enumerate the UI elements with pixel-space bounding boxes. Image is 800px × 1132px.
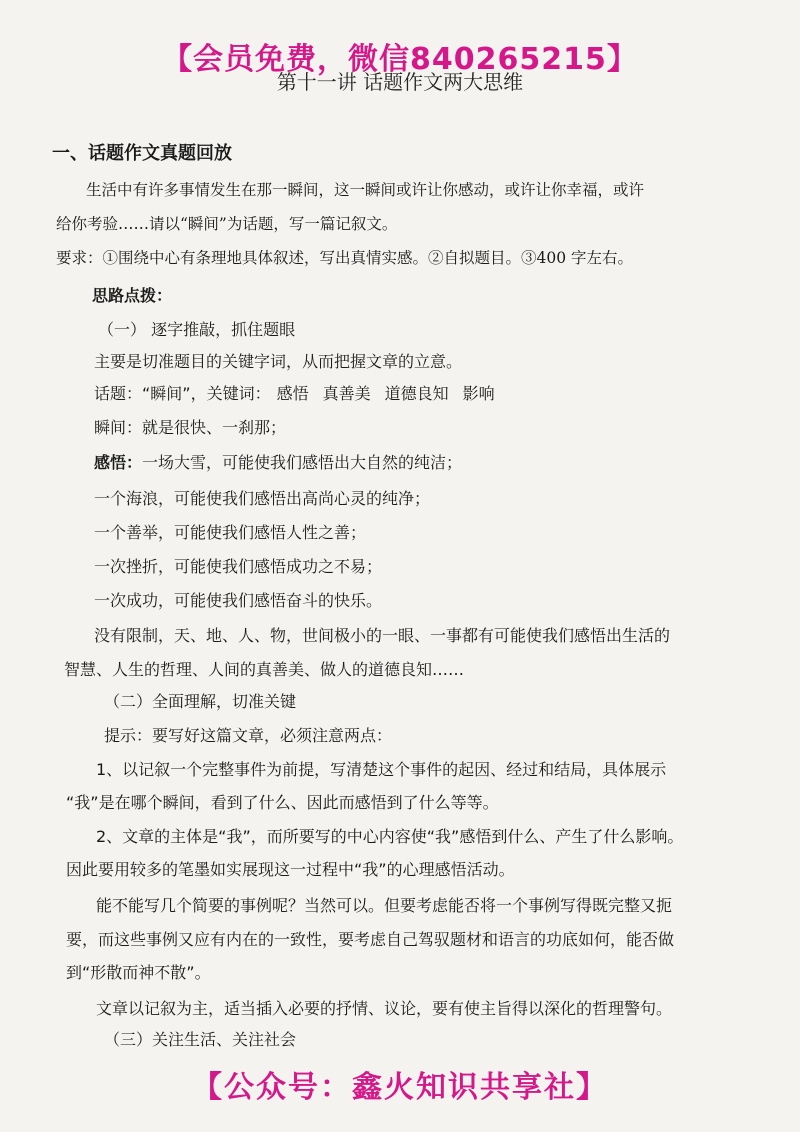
keyword-list — [271, 384, 495, 403]
insight-item: 一个善举，可能使我们感悟人性之善； — [94, 523, 367, 542]
topic-label: 话题：“瞬间”，关键词： — [94, 384, 271, 403]
part1-heading: （一） 逐字推敲，抓住题眼 — [98, 320, 296, 339]
part3-heading: （三）关注生活、关注社会 — [104, 1030, 297, 1049]
insight-item: 一场大雪，可能使我们感悟出大自然的纯洁； — [142, 453, 463, 472]
insight-item: 一次挫折，可能使我们感悟成功之不易； — [94, 557, 383, 576]
prompt-requirement: 要求：①围绕中心有条理地具体叙述，写出真情实感。②自拟题目。③400 字左右。 — [56, 249, 634, 267]
bottom-watermark-banner: 【公众号：鑫火知识共享社】 — [192, 1070, 608, 1105]
prompt-line-1: 生活中有许多事情发生在那一瞬间，这一瞬间或许让你感动，或许让你幸福，或许 — [86, 181, 645, 199]
insight-line-1 — [94, 453, 462, 473]
keyword: 真善美 — [322, 384, 371, 403]
part1-intro: 主要是切准题目的关键字词，从而把握文章的立意。 — [94, 352, 463, 371]
insight-label: 感悟： — [94, 453, 143, 472]
tip-line: 提示：要写好这篇文章，必须注意两点： — [104, 726, 393, 745]
para4-line: 文章以记叙为主，适当插入必要的抒情、议论，要有使主旨得以深化的哲理警句。 — [96, 999, 673, 1018]
keyword: 道德良知 — [384, 384, 449, 403]
para3-line-3: 到“形散而神不散”。 — [66, 963, 211, 982]
para3-line-1: 能不能写几个简要的事例呢？当然可以。但要考虑能否将一个事例写得既完整又扼 — [96, 896, 673, 915]
point2-line-1: 2、文章的主体是“我”，而所要写的中心内容使“我”感悟到什么、产生了什么影响。 — [96, 827, 684, 846]
topic-keywords-line — [94, 384, 495, 404]
thinking-heading: 思路点拨： — [92, 286, 173, 305]
insight-item: 一个海浪，可能使我们感悟出高尚心灵的纯净； — [94, 489, 431, 508]
section-heading: 一、话题作文真题回放 — [52, 143, 232, 164]
insight-item: 一次成功，可能使我们感悟奋斗的快乐。 — [94, 591, 383, 610]
point2-line-2: 因此要用较多的笔墨如实展现这一过程中“我”的心理感悟活动。 — [66, 860, 515, 879]
instant-definition: 瞬间：就是很快、一刹那； — [94, 418, 287, 437]
prompt-line-2: 给你考验……请以“瞬间”为话题，写一篇记叙文。 — [56, 215, 398, 233]
keyword: 感悟 — [276, 384, 309, 403]
page-title: 第十一讲 话题作文两大思维 — [276, 70, 524, 94]
point1-line-2: “我”是在哪个瞬间，看到了什么、因此而感悟到了什么等等。 — [66, 793, 499, 812]
top-watermark-banner: 【会员免费，微信840265215】 — [162, 42, 638, 77]
part2-heading: （二）全面理解，切准关键 — [104, 692, 297, 711]
summary-line-2: 智慧、人生的哲理、人间的真善美、做人的道德良知…… — [64, 660, 465, 679]
keyword: 影响 — [462, 384, 495, 403]
para3-line-2: 要，而这些事例又应有内在的一致性，要考虑自己驾驭题材和语言的功底如何，能否做 — [66, 930, 675, 949]
summary-line-1: 没有限制，天、地、人、物，世间极小的一眼、一事都有可能使我们感悟出生活的 — [94, 626, 671, 645]
point1-line-1: 1、以记叙一个完整事件为前提，写清楚这个事件的起因、经过和结局，具体展示 — [96, 760, 667, 779]
